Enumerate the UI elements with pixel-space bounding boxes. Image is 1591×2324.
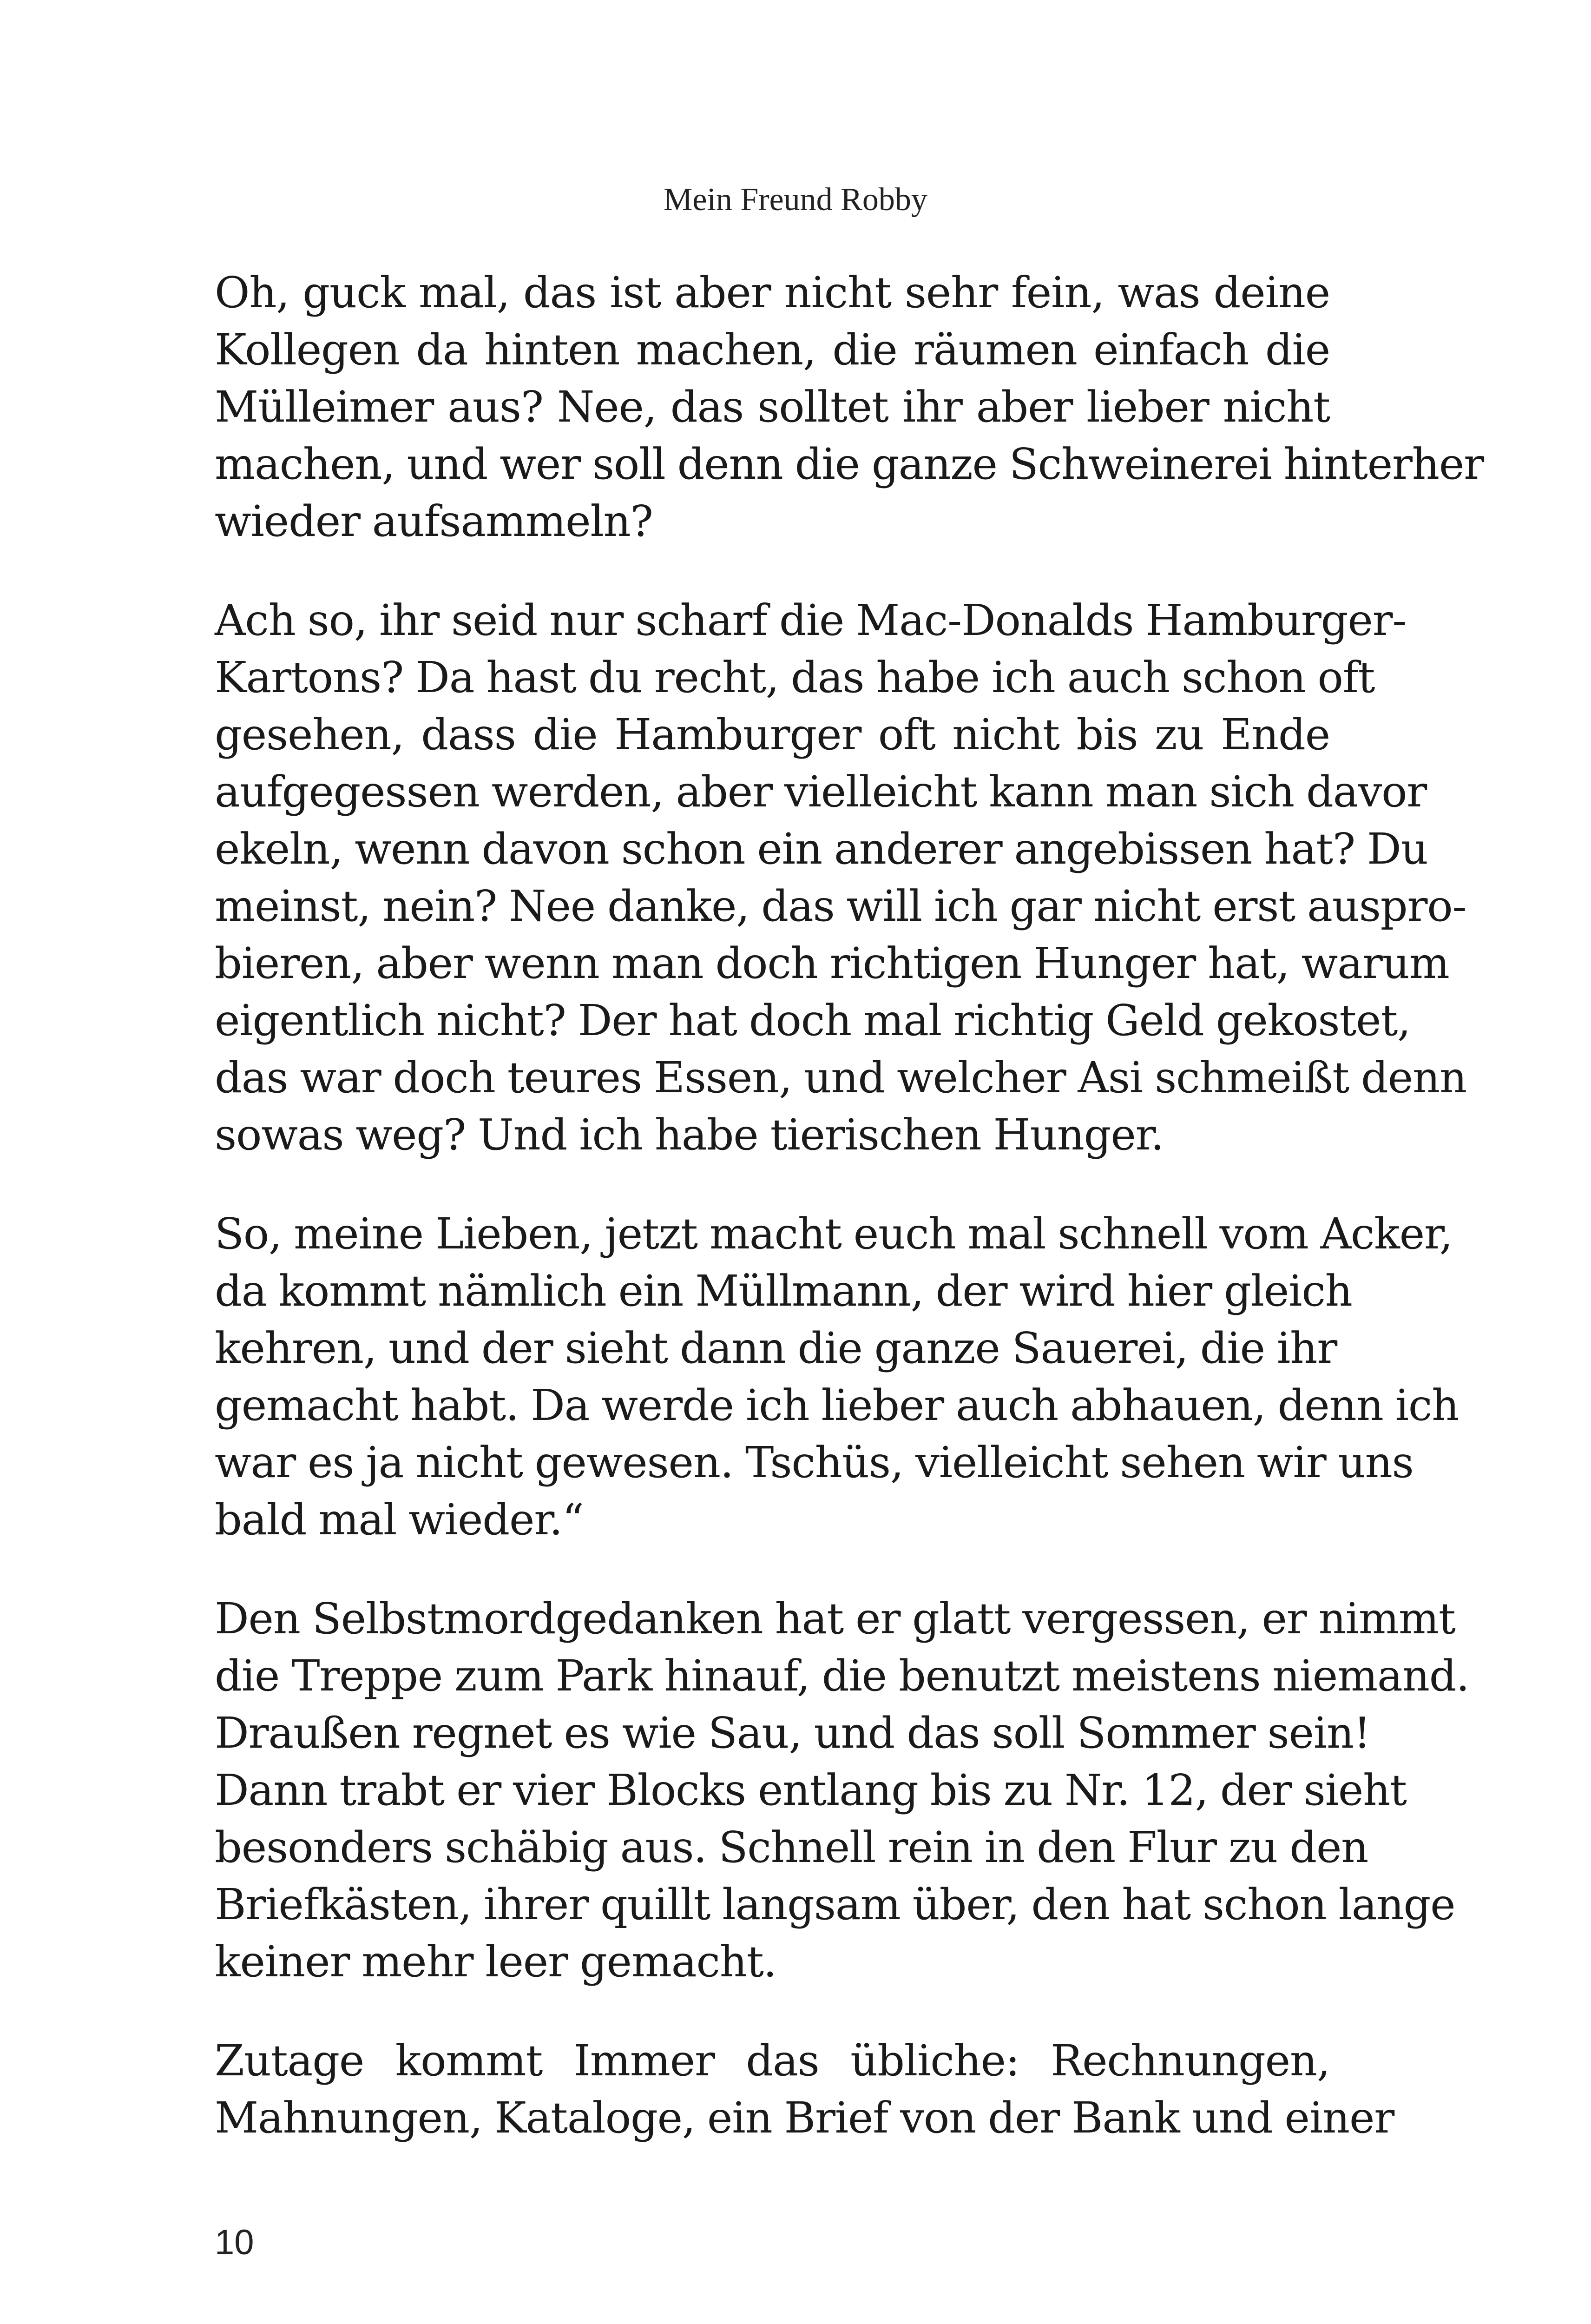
text-line: Ach so, ihr seid nur scharf die Mac-Donalds Hamburger- (215, 595, 1407, 645)
text-line: meinst, nein? Nee danke, das will ich gar nicht erst auspro- (215, 881, 1466, 931)
text-line: sowas weg? Und ich habe tierischen Hunger. (215, 1110, 1164, 1160)
text-line: gemacht habt. Da werde ich lieber auch abhauen, denn ich (215, 1380, 1459, 1430)
text-line: gesehen, dass die Hamburger oft nicht bis zu Ende (215, 710, 1330, 759)
text-line: Dann trabt er vier Blocks entlang bis zu Nr. 12, der sieht (215, 1765, 1407, 1815)
body-text (215, 264, 1484, 2188)
text-line: da kommt nämlich ein Müllmann, der wird hier gleich (215, 1266, 1352, 1316)
running-header: Mein Freund Robby (664, 182, 927, 218)
paragraph (215, 264, 1484, 550)
text-line: Draußen regnet es wie Sau, und das soll Sommer sein! (215, 1708, 1370, 1758)
text-line: aufgegessen werden, aber vielleicht kann man sich davor (215, 767, 1427, 817)
text-line: eigentlich nicht? Der hat doch mal richtig Geld gekostet, (215, 996, 1411, 1045)
text-line: Kollegen da hinten machen, die räumen einfach die (215, 325, 1330, 375)
text-line: machen, und wer soll denn die ganze Schweinerei hinterher (215, 439, 1484, 489)
text-line: das war doch teures Essen, und welcher Asi schmeißt denn (215, 1053, 1467, 1103)
text-line: Briefkästen, ihrer quillt langsam über, den hat schon lange (215, 1880, 1455, 1929)
text-line: war es ja nicht gewesen. Tschüs, vielleicht sehen wir uns (215, 1438, 1413, 1487)
text-line: So, meine Lieben, jetzt macht euch mal schnell vom Acker, (215, 1209, 1453, 1259)
text-line: Oh, guck mal, das ist aber nicht sehr fein, was deine (215, 268, 1330, 317)
paragraph (215, 2032, 1394, 2146)
text-line: Kartons? Da hast du recht, das habe ich auch schon oft (215, 653, 1375, 702)
text-line: besonders schäbig aus. Schnell rein in den Flur zu den (215, 1822, 1368, 1872)
paragraph (215, 592, 1467, 1163)
text-line: die Treppe zum Park hinauf, die benutzt meistens niemand. (215, 1651, 1469, 1701)
text-line: Zutage kommt Immer das übliche: Rechnungen, (215, 2036, 1330, 2086)
text-line: bald mal wieder.“ (215, 1495, 584, 1545)
paragraph (215, 1205, 1459, 1548)
text-line: bieren, aber wenn man doch richtigen Hunger hat, warum (215, 938, 1449, 988)
text-line: wieder aufsammeln? (215, 496, 653, 546)
paragraph (215, 1590, 1469, 1990)
text-line: kehren, und der sieht dann die ganze Sauerei, die ihr (215, 1323, 1337, 1373)
text-line: Mülleimer aus? Nee, das solltet ihr aber lieber nicht (215, 382, 1330, 432)
text-line: Den Selbstmordgedanken hat er glatt vergessen, er nimmt (215, 1594, 1455, 1644)
text-line: ekeln, wenn davon schon ein anderer angebissen hat? Du (215, 824, 1428, 874)
text-line: keiner mehr leer gemacht. (215, 1937, 776, 1987)
text-line: Mahnungen, Kataloge, ein Brief von der Bank und einer (215, 2093, 1394, 2143)
page-number: 10 (215, 2223, 254, 2262)
